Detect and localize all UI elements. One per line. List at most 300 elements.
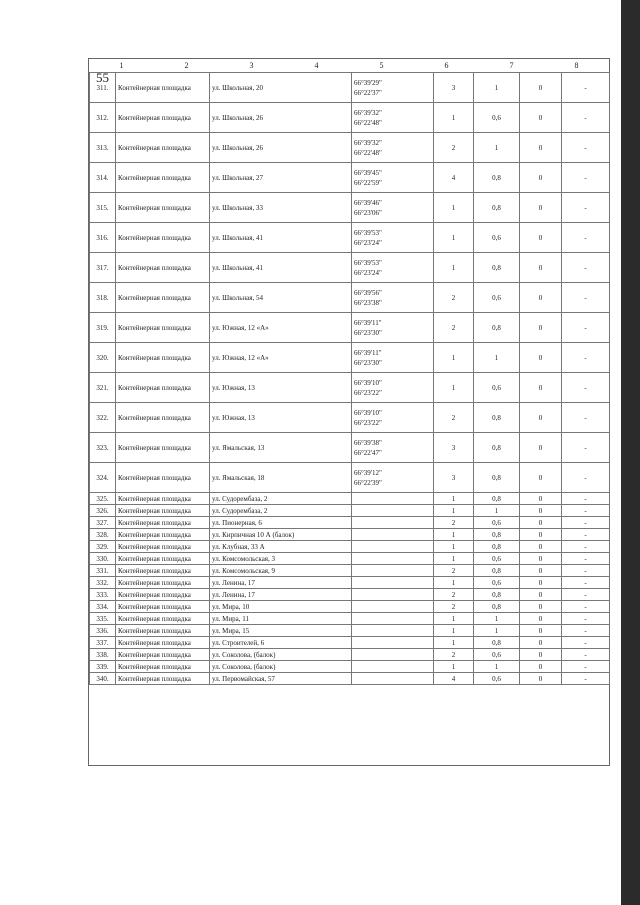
table-row <box>90 343 610 373</box>
latitude: 66°39'32" <box>354 138 382 147</box>
column-7-value: 0 <box>520 343 562 373</box>
column-8-value: - <box>562 433 610 463</box>
site-type: Контейнерная площадка <box>116 529 210 541</box>
column-8-value: - <box>562 529 610 541</box>
row-number: 322. <box>90 403 116 433</box>
site-address: ул. Клубная, 33 А <box>210 541 352 553</box>
coordinates <box>352 463 434 493</box>
site-address: ул. Школьная, 20 <box>210 73 352 103</box>
container-count: 1 <box>434 223 474 253</box>
container-count: 1 <box>434 553 474 565</box>
container-count: 1 <box>434 613 474 625</box>
column-7-value: 0 <box>520 649 562 661</box>
container-volume: 0,8 <box>474 637 520 649</box>
latitude: 66°39'38" <box>354 438 382 447</box>
latitude: 66°39'46" <box>354 198 382 207</box>
table-row <box>90 223 610 253</box>
coordinates <box>352 73 434 103</box>
site-type: Контейнерная площадка <box>116 505 210 517</box>
coordinates <box>352 613 434 625</box>
column-number-row <box>89 59 609 73</box>
longitude: 66°22'59" <box>354 178 382 187</box>
row-number: 319. <box>90 313 116 343</box>
column-8-value: - <box>562 505 610 517</box>
row-number: 311. <box>90 73 116 103</box>
column-7-value: 0 <box>520 313 562 343</box>
column-8-value: - <box>562 373 610 403</box>
column-8-value: - <box>562 133 610 163</box>
container-volume: 0,8 <box>474 589 520 601</box>
coordinates <box>352 601 434 613</box>
coordinates <box>352 661 434 673</box>
container-count: 2 <box>434 601 474 613</box>
row-number: 318. <box>90 283 116 313</box>
container-count: 4 <box>434 163 474 193</box>
column-8-value: - <box>562 463 610 493</box>
container-volume: 0,8 <box>474 433 520 463</box>
row-number: 335. <box>90 613 116 625</box>
container-count: 2 <box>434 649 474 661</box>
table-row <box>90 613 610 625</box>
container-volume: 0,8 <box>474 601 520 613</box>
column-8-value: - <box>562 517 610 529</box>
latitude: 66°39'12" <box>354 468 382 477</box>
column-8-value: - <box>562 73 610 103</box>
site-type: Контейнерная площадка <box>116 553 210 565</box>
row-number: 324. <box>90 463 116 493</box>
coordinates <box>352 565 434 577</box>
site-type: Контейнерная площадка <box>116 193 210 223</box>
site-address: ул. Комсомольская, 3 <box>210 553 352 565</box>
column-8-value: - <box>562 163 610 193</box>
site-type: Контейнерная площадка <box>116 373 210 403</box>
container-volume: 1 <box>474 613 520 625</box>
row-number: 314. <box>90 163 116 193</box>
site-address: ул. Южная, 13 <box>210 373 352 403</box>
column-7-value: 0 <box>520 553 562 565</box>
site-address: ул. Школьная, 26 <box>210 103 352 133</box>
coordinates <box>352 133 434 163</box>
column-8-value: - <box>562 577 610 589</box>
latitude: 66°39'11" <box>354 348 382 357</box>
site-type: Контейнерная площадка <box>116 625 210 637</box>
container-count: 1 <box>434 577 474 589</box>
table-row <box>90 163 610 193</box>
row-number: 331. <box>90 565 116 577</box>
column-8-value: - <box>562 223 610 253</box>
site-type: Контейнерная площадка <box>116 661 210 673</box>
row-number: 326. <box>90 505 116 517</box>
container-count: 1 <box>434 529 474 541</box>
site-address: ул. Ямальская, 13 <box>210 433 352 463</box>
row-number: 333. <box>90 589 116 601</box>
column-7-value: 0 <box>520 493 562 505</box>
table-row <box>90 283 610 313</box>
latitude: 66°39'10" <box>354 408 382 417</box>
container-volume: 1 <box>474 661 520 673</box>
coordinates <box>352 433 434 463</box>
coordinates <box>352 529 434 541</box>
table-row <box>90 373 610 403</box>
coordinates <box>352 373 434 403</box>
latitude: 66°39'53" <box>354 228 382 237</box>
container-count: 2 <box>434 589 474 601</box>
site-type: Контейнерная площадка <box>116 601 210 613</box>
table-body <box>90 73 610 685</box>
site-type: Контейнерная площадка <box>116 73 210 103</box>
row-number: 339. <box>90 661 116 673</box>
column-7-value: 0 <box>520 517 562 529</box>
coordinates <box>352 493 434 505</box>
coordinates <box>352 253 434 283</box>
container-volume: 0,8 <box>474 193 520 223</box>
site-address: ул. Мира, 10 <box>210 601 352 613</box>
table-row <box>90 673 610 685</box>
row-number: 321. <box>90 373 116 403</box>
column-7-value: 0 <box>520 565 562 577</box>
site-address: ул. Строителей, 6 <box>210 637 352 649</box>
container-count: 1 <box>434 661 474 673</box>
coordinates <box>352 223 434 253</box>
container-count: 1 <box>434 505 474 517</box>
container-volume: 1 <box>474 505 520 517</box>
container-volume: 0,8 <box>474 403 520 433</box>
row-number: 332. <box>90 577 116 589</box>
site-address: ул. Школьная, 41 <box>210 223 352 253</box>
table-row <box>90 601 610 613</box>
longitude: 66°22'48" <box>354 148 382 157</box>
table-row <box>90 649 610 661</box>
page-number: 55 <box>96 70 109 85</box>
column-7-value: 0 <box>520 373 562 403</box>
longitude: 66°22'47" <box>354 448 382 457</box>
table-row <box>90 565 610 577</box>
site-address: ул. Пионерная, 6 <box>210 517 352 529</box>
column-7-value: 0 <box>520 253 562 283</box>
coordinates <box>352 589 434 601</box>
longitude: 66°23'22" <box>354 418 382 427</box>
site-type: Контейнерная площадка <box>116 673 210 685</box>
longitude: 66°23'06" <box>354 208 382 217</box>
coordinates <box>352 313 434 343</box>
table-row <box>90 529 610 541</box>
column-8-value: - <box>562 103 610 133</box>
longitude: 66°23'38" <box>354 298 382 307</box>
latitude: 66°39'10" <box>354 378 382 387</box>
row-number: 334. <box>90 601 116 613</box>
container-count: 2 <box>434 403 474 433</box>
row-number: 325. <box>90 493 116 505</box>
container-count: 1 <box>434 343 474 373</box>
longitude: 66°23'24" <box>354 268 382 277</box>
site-address: ул. Мира, 15 <box>210 625 352 637</box>
table-row <box>90 637 610 649</box>
container-count: 3 <box>434 433 474 463</box>
coordinates <box>352 553 434 565</box>
site-address: ул. Южная, 13 <box>210 403 352 433</box>
container-volume: 0,8 <box>474 541 520 553</box>
longitude: 66°23'24" <box>354 238 382 247</box>
column-8-value: - <box>562 565 610 577</box>
site-type: Контейнерная площадка <box>116 565 210 577</box>
container-count: 3 <box>434 73 474 103</box>
coordinates <box>352 163 434 193</box>
coordinates <box>352 541 434 553</box>
container-volume: 0,6 <box>474 673 520 685</box>
site-type: Контейнерная площадка <box>116 463 210 493</box>
row-number: 316. <box>90 223 116 253</box>
container-volume: 0,8 <box>474 313 520 343</box>
site-type: Контейнерная площадка <box>116 649 210 661</box>
column-7-value: 0 <box>520 613 562 625</box>
column-8-value: - <box>562 493 610 505</box>
row-number: 320. <box>90 343 116 373</box>
row-number: 328. <box>90 529 116 541</box>
column-7-value: 0 <box>520 505 562 517</box>
row-number: 313. <box>90 133 116 163</box>
coordinates <box>352 649 434 661</box>
column-8-value: - <box>562 541 610 553</box>
site-type: Контейнерная площадка <box>116 493 210 505</box>
column-7-value: 0 <box>520 661 562 673</box>
container-volume: 0,8 <box>474 253 520 283</box>
column-8-value: - <box>562 637 610 649</box>
table-row <box>90 661 610 673</box>
coordinates <box>352 625 434 637</box>
column-7-value: 0 <box>520 433 562 463</box>
column-number: 2 <box>184 61 189 70</box>
column-7-value: 0 <box>520 463 562 493</box>
container-count: 2 <box>434 565 474 577</box>
column-8-value: - <box>562 403 610 433</box>
column-8-value: - <box>562 649 610 661</box>
site-address: ул. Судорембаза, 2 <box>210 493 352 505</box>
longitude: 66°22'48" <box>354 118 382 127</box>
column-8-value: - <box>562 343 610 373</box>
latitude: 66°39'32" <box>354 108 382 117</box>
container-count: 2 <box>434 517 474 529</box>
column-7-value: 0 <box>520 403 562 433</box>
row-number: 329. <box>90 541 116 553</box>
table-row <box>90 553 610 565</box>
site-type: Контейнерная площадка <box>116 223 210 253</box>
container-volume: 0,8 <box>474 565 520 577</box>
container-count: 2 <box>434 283 474 313</box>
column-8-value: - <box>562 625 610 637</box>
column-8-value: - <box>562 661 610 673</box>
column-8-value: - <box>562 313 610 343</box>
column-number: 3 <box>249 61 254 70</box>
row-number: 330. <box>90 553 116 565</box>
container-count: 1 <box>434 637 474 649</box>
container-volume: 0,6 <box>474 649 520 661</box>
site-address: ул. Ямальская, 18 <box>210 463 352 493</box>
site-address: ул. Ленина, 17 <box>210 577 352 589</box>
table-row <box>90 505 610 517</box>
container-count: 2 <box>434 313 474 343</box>
site-type: Контейнерная площадка <box>116 343 210 373</box>
site-address: ул. Школьная, 27 <box>210 163 352 193</box>
longitude: 66°23'30" <box>354 328 382 337</box>
table-row <box>90 193 610 223</box>
column-7-value: 0 <box>520 163 562 193</box>
coordinates <box>352 505 434 517</box>
site-address: ул. Первомайская, 57 <box>210 673 352 685</box>
site-type: Контейнерная площадка <box>116 577 210 589</box>
column-7-value: 0 <box>520 637 562 649</box>
container-volume: 0,8 <box>474 529 520 541</box>
row-number: 337. <box>90 637 116 649</box>
coordinates <box>352 673 434 685</box>
coordinates <box>352 103 434 133</box>
table-row <box>90 493 610 505</box>
container-count: 4 <box>434 673 474 685</box>
row-number: 317. <box>90 253 116 283</box>
site-type: Контейнерная площадка <box>116 433 210 463</box>
coordinates <box>352 403 434 433</box>
latitude: 66°39'29" <box>354 78 382 87</box>
table-row <box>90 73 610 103</box>
table-row <box>90 313 610 343</box>
column-number: 5 <box>379 61 384 70</box>
column-8-value: - <box>562 673 610 685</box>
site-type: Контейнерная площадка <box>116 541 210 553</box>
container-count: 1 <box>434 541 474 553</box>
container-volume: 0,6 <box>474 283 520 313</box>
column-7-value: 0 <box>520 577 562 589</box>
coordinates <box>352 283 434 313</box>
latitude: 66°39'45" <box>354 168 382 177</box>
column-7-value: 0 <box>520 589 562 601</box>
column-8-value: - <box>562 613 610 625</box>
site-address: ул. Южная, 12 «А» <box>210 343 352 373</box>
row-number: 323. <box>90 433 116 463</box>
site-address: ул. Южная, 12 «А» <box>210 313 352 343</box>
column-7-value: 0 <box>520 283 562 313</box>
table-row <box>90 403 610 433</box>
latitude: 66°39'56" <box>354 288 382 297</box>
row-number: 336. <box>90 625 116 637</box>
row-number: 338. <box>90 649 116 661</box>
container-volume: 0,6 <box>474 373 520 403</box>
column-8-value: - <box>562 601 610 613</box>
latitude: 66°39'11" <box>354 318 382 327</box>
row-number: 340. <box>90 673 116 685</box>
site-type: Контейнерная площадка <box>116 403 210 433</box>
site-type: Контейнерная площадка <box>116 613 210 625</box>
site-type: Контейнерная площадка <box>116 133 210 163</box>
column-7-value: 0 <box>520 601 562 613</box>
site-address: ул. Школьная, 41 <box>210 253 352 283</box>
longitude: 66°23'22" <box>354 388 382 397</box>
container-volume: 1 <box>474 73 520 103</box>
container-volume: 0,6 <box>474 223 520 253</box>
container-volume: 0,8 <box>474 463 520 493</box>
container-count: 1 <box>434 493 474 505</box>
container-count: 1 <box>434 253 474 283</box>
table-row <box>90 625 610 637</box>
container-volume: 0,6 <box>474 553 520 565</box>
column-7-value: 0 <box>520 73 562 103</box>
container-sites-table <box>89 72 610 685</box>
container-volume: 0,6 <box>474 577 520 589</box>
container-volume: 0,8 <box>474 493 520 505</box>
site-address: ул. Соколова, (балок) <box>210 649 352 661</box>
site-address: ул. Школьная, 26 <box>210 133 352 163</box>
column-8-value: - <box>562 193 610 223</box>
table-row <box>90 463 610 493</box>
column-8-value: - <box>562 253 610 283</box>
table-row <box>90 517 610 529</box>
site-address: ул. Кирпичная 10 А (балок) <box>210 529 352 541</box>
site-address: ул. Ленина, 17 <box>210 589 352 601</box>
column-number: 1 <box>119 61 124 70</box>
table-row <box>90 541 610 553</box>
coordinates <box>352 637 434 649</box>
table-row <box>90 577 610 589</box>
site-address: ул. Школьная, 54 <box>210 283 352 313</box>
site-type: Контейнерная площадка <box>116 517 210 529</box>
site-type: Контейнерная площадка <box>116 253 210 283</box>
row-number: 327. <box>90 517 116 529</box>
column-7-value: 0 <box>520 193 562 223</box>
container-volume: 0,8 <box>474 163 520 193</box>
column-number: 6 <box>444 61 449 70</box>
column-7-value: 0 <box>520 133 562 163</box>
container-volume: 0,6 <box>474 517 520 529</box>
site-type: Контейнерная площадка <box>116 283 210 313</box>
coordinates <box>352 517 434 529</box>
container-volume: 1 <box>474 133 520 163</box>
container-volume: 1 <box>474 625 520 637</box>
coordinates <box>352 193 434 223</box>
site-type: Контейнерная площадка <box>116 313 210 343</box>
container-volume: 0,6 <box>474 103 520 133</box>
table-row <box>90 589 610 601</box>
column-number: 4 <box>314 61 319 70</box>
container-count: 3 <box>434 463 474 493</box>
longitude: 66°23'30" <box>354 358 382 367</box>
column-7-value: 0 <box>520 541 562 553</box>
site-type: Контейнерная площадка <box>116 637 210 649</box>
row-number: 312. <box>90 103 116 133</box>
scan-edge <box>621 0 640 905</box>
column-8-value: - <box>562 553 610 565</box>
coordinates <box>352 577 434 589</box>
site-address: ул. Соколова, (балок) <box>210 661 352 673</box>
site-address: ул. Комсомольская, 9 <box>210 565 352 577</box>
table-row <box>90 433 610 463</box>
latitude: 66°39'53" <box>354 258 382 267</box>
site-address: ул. Судорембаза, 2 <box>210 505 352 517</box>
site-address: ул. Школьная, 33 <box>210 193 352 223</box>
site-type: Контейнерная площадка <box>116 589 210 601</box>
table-row <box>90 253 610 283</box>
container-count: 1 <box>434 625 474 637</box>
container-count: 1 <box>434 103 474 133</box>
container-count: 1 <box>434 193 474 223</box>
site-address: ул. Мира, 11 <box>210 613 352 625</box>
column-7-value: 0 <box>520 223 562 253</box>
table-row <box>90 103 610 133</box>
column-8-value: - <box>562 589 610 601</box>
container-count: 2 <box>434 133 474 163</box>
column-number: 7 <box>509 61 514 70</box>
site-type: Контейнерная площадка <box>116 163 210 193</box>
container-volume: 1 <box>474 343 520 373</box>
table-row <box>90 133 610 163</box>
longitude: 66°22'37" <box>354 88 382 97</box>
